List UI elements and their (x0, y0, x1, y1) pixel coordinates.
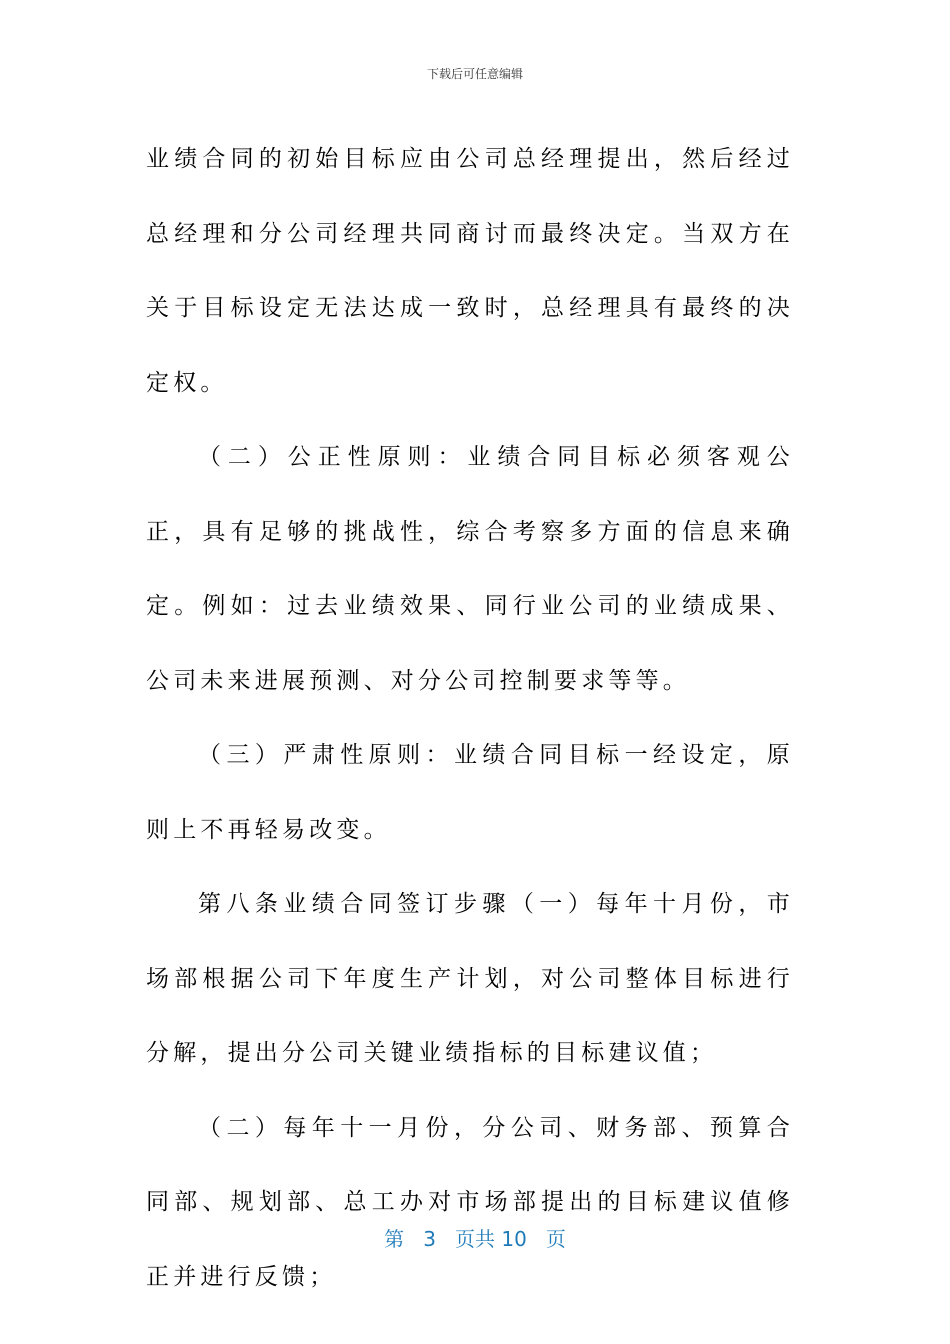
footer-prefix: 第 (384, 1227, 405, 1251)
paragraph-5: （二）每年十一月份，分公司、财务部、预算合同部、规划部、总工办对市场部提出的目标建议值修正并进行反馈； (146, 1114, 794, 1290)
footer-middle: 页共 (455, 1227, 495, 1251)
page-number-footer (0, 1226, 950, 1252)
paragraph-2: （二）公正性原则：业绩合同目标必须客观公正，具有足够的挑战性，综合考察多方面的信息来确定。例如：过去业绩效果、同行业公司的业绩成果、公司未来进展预测、对分公司控制要求等等。 (146, 444, 794, 694)
paragraph-3: （三）严肃性原则：业绩合同目标一经设定，原则上不再轻易改变。 (146, 742, 794, 843)
footer-suffix: 页 (545, 1227, 566, 1251)
footer-total-pages: 10 (501, 1227, 527, 1251)
footer-current-page: 3 (423, 1227, 436, 1251)
page-header-note: 下载后可任意编辑 (426, 67, 523, 81)
paragraph-1: 业绩合同的初始目标应由公司总经理提出，然后经过总经理和分公司经理共同商讨而最终决定。当双方在关于目标设定无法达成一致时，总经理具有最终的决定权。 (146, 146, 794, 396)
paragraph-4: 第八条业绩合同签订步骤（一）每年十月份，市场部根据公司下年度生产计划，对公司整体目标进行分解，提出分公司关键业绩指标的目标建议值； (146, 891, 794, 1066)
document-body (146, 122, 794, 1314)
